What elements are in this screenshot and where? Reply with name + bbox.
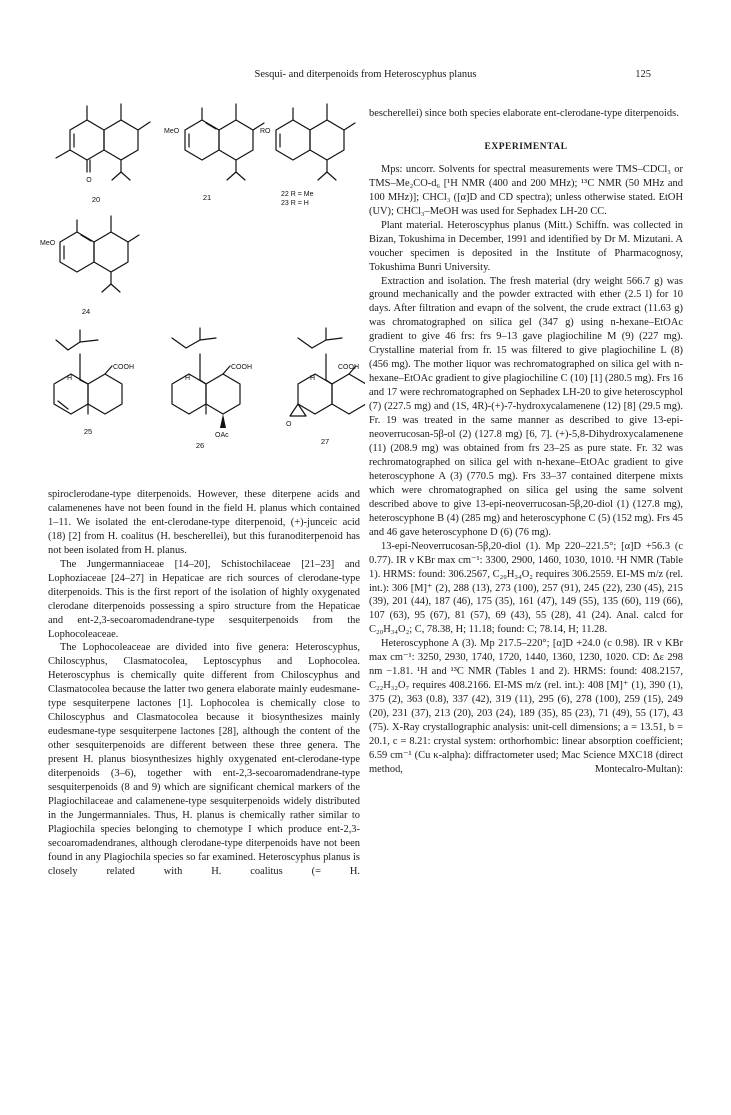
oac-label: OAc bbox=[215, 432, 229, 439]
structure-22-23 bbox=[260, 104, 355, 207]
structure-25 bbox=[54, 330, 134, 436]
right-intro: bescherellei) since both species elaborate ent-clerodane-type diterpenoids. bbox=[369, 108, 679, 119]
methoxy-label-24: MeO bbox=[40, 240, 56, 247]
oxo-label: O bbox=[86, 177, 92, 184]
left-paragraph: spiroclerodane-type diterpenoids. However, these diterpene acids and calamenenes have not been found in the field H. planus which contained 1–11. We isolated the ent-clerodane-type diterpenoid, (+)-junceic acid (18) [2] from H. coalitus (H. bescherellei), but this furanoditerpenoid has not been isolated from H. planus. bbox=[48, 489, 360, 556]
compound-label-25: 25 bbox=[83, 427, 93, 436]
epoxide-o-label: O bbox=[286, 421, 292, 428]
compound-label-24: 24 bbox=[81, 307, 91, 316]
chemical-structures bbox=[40, 92, 365, 464]
structure-24 bbox=[40, 216, 139, 316]
structures-figure bbox=[40, 92, 365, 464]
h-label-25: H bbox=[67, 375, 73, 382]
running-title: Sesqui- and diterpenoids from Heteroscyphus planus bbox=[254, 69, 477, 80]
page-number: 125 bbox=[635, 69, 651, 80]
section-heading: EXPERIMENTAL bbox=[484, 141, 568, 152]
structure-27 bbox=[286, 328, 365, 446]
ro-label: RO bbox=[260, 128, 271, 135]
right-paragraph: Heteroscyphone A (3). Mp 217.5–220°; [α]D +24.0 (c 0.98). IR ν KBr max cm⁻¹: 3250, 2930, 1740, 1720, 1440, 1360, 1230, 1020. CD: Δε 298 nm −1.81. ¹H and ¹³C NMR (Tables 1 and 2). HRMS: found: 408.2157, C₂₂H₃₂O₇ requires 408.2166. EI-MS m/z (rel. int.): 408 [M]⁺ (1), 390 (1), 375 (2), 363 (0.8), 337 (42), 319 (11), 295 (6), 278 (100), 259 (15), 249 (20), 231 (37), 213 (20), 203 (24), 189 (35), 85 (23), 71 (49), 55 (17), 43 (75). X-Ray crystallographic analysis: unit-cell dimensions; a = 13.51, b = 20.1, c = 8.21: crystal system: orthorhombic: linear absorption coefficient; 6.59 cm⁻¹ (Cu κ-alpha): diffractometer used; Mac Science MXC18 (direct method, Montecalro-Multan): bbox=[369, 638, 683, 775]
methoxy-label: MeO bbox=[164, 128, 180, 135]
cooh-label-25: COOH bbox=[113, 364, 134, 371]
left-column bbox=[48, 488, 360, 879]
h-label-27: H bbox=[310, 375, 316, 382]
structure-21 bbox=[164, 104, 264, 202]
structure-26 bbox=[172, 328, 252, 450]
right-column bbox=[369, 107, 683, 777]
compound-label-21: 21 bbox=[202, 193, 212, 202]
structure-20 bbox=[56, 104, 150, 204]
running-header bbox=[0, 69, 731, 85]
compound-label-26: 26 bbox=[195, 441, 205, 450]
left-paragraph: The Lophocoleaceae are divided into five genera: Heteroscyphus, Chiloscyphus, Clasmatocolea, Leptoscyphus and Lophocolea. Heteroscyphus is chemically quite different from Chiloscyphus and Clasmatocolea because the latter two genera elaborate mainly eudesmane-type sesquiterpene lactones [1]. Lophocolea is chemically close to Chiloscyphus and Clasmatocolea because it biosynthesizes mainly eudesmane-type sesquiterpene lactones [28], although the content of the other sesquiterpenoids are different between these three genera. The present H. planus biosynthesizes highly oxygenated ent-clerodane-type diterpenoids (3–6), together with ent-2,3-secoaromadendrane-type sesquiterpenoids (8 and 9) which are significant chemical markers of the Plagiochilaceae and calamenene-type sesquiterpenoids widely distributed in the Jungermanniales. Thus, H. planus is chemically rather similar to Plagiochila species belonging to chemotype I which produce ent-2,3-secoaromadendranes, although clerodane-type diterpenoids have not been found in any Plagiochila species so far examined. Heteroscyphus planus is closely related with H. coalitus (= H. bbox=[48, 642, 360, 877]
right-paragraph: Mps: uncorr. Solvents for spectral measurements were TMS–CDCl₃ or TMS–Me₂CO-d₆ [¹H NMR (400 and 200 MHz); ¹³C NMR (50 MHz and 100 MHz)]; CHCl₃ ([α]D and CD spectra); unless otherwise stated. EtOH (UV); CHCl₃–MeOH was used for Sephadex LH-20 CC. bbox=[369, 163, 683, 217]
compound-label-20: 20 bbox=[91, 195, 101, 204]
compound-label-23: 23 R = H bbox=[281, 200, 309, 207]
compound-label-27: 27 bbox=[320, 437, 330, 446]
right-paragraph: 13-epi-Neoverrucosan-5β,20-diol (1). Mp 220–221.5°; [α]D +56.3 (c 0.77). IR ν KBr max cm⁻¹: 3300, 2900, 1460, 1030, 1010. ¹H NMR (Table 1). HRMS: found: 306.2567, C₂₀H₃₄O₂ requires 306.2559. EI-MS m/z (rel. int.): 306 [M]⁺ (2), 288 (13), 273 (100), 257 (91), 245 (22), 230 (45), 215 (39), 201 (44), 187 (46), 175 (35), 161 (47), 149 (55), 135 (60), 119 (66), 107 (63), 95 (67), 81 (57), 69 (43), 55 (28), 41 (24). Anal. calcd for C₂₀H₃₄O₂; C, 78.38, H; 11.18; found: C; 78.14, H; 11.28. bbox=[369, 540, 683, 636]
right-paragraph: Extraction and isolation. The fresh material (dry weight 566.7 g) was ground mechanically and the powder extracted with ether (2.5 l) for 10 days. After filtration and evapn of the solvent, the crude extract (11.63 g) was chromatographed on silica gel (347 g) using n-hexane–EtOAc gradient to give 46 frs: frs 9–13 gave plagiochiline M (9) (227 mg). Crystalline material from fr. 15 was filtered to give plagiochiline L (8) (456 mg). The mother liquor was rechromatographed on silica gel with n-hexane–EtOAc gradient to give plagiochiline C (10) [1] (280.5 mg). Frs 16 and 17 were rechromatographed on Sephadex LH-20 to give heteroscyphol (7) (227.5 mg) and (1S, 4R)-(+)-7-hydroxycalamenene (12) [8] (29.5 mg). Fr. 19 was treated in the same manner as described to give 13-epi-neoverrucosan-5β-ol (2) (127.8 mg) [6, 7]. (+)-5,8-Dihydroxycalamenene (11) (208.9 mg) was obtained from frs 23–25 as pure state. Fr. 32 was rechromatographed on silica gel with n-hexane–EtOAc gradient to give heteroscyphone A (3) (770.5 mg). Frs 33–37 contained diterpene mixts which were chromatographed on silica gel using the same solvent described above to give 13-epi-neoverrucosan-5β,20-diol (1) (127.8 mg), heteroscyphone B (4) (285 mg) and heteroscyphone C (5) (152 mg). Frs 45 and 46 gave heteroscyphone D (6) (76 mg). bbox=[369, 275, 683, 538]
compound-label-22: 22 R = Me bbox=[281, 191, 314, 198]
cooh-label-26: COOH bbox=[231, 364, 252, 371]
h-label-26: H bbox=[185, 375, 191, 382]
cooh-label-27: COOH bbox=[338, 364, 359, 371]
right-paragraph: Plant material. Heteroscyphus planus (Mitt.) Schiffn. was collected in Bizan, Tokushima in December, 1991 and identified by Dr M. Mizutani. A voucher specimen is deposited in the Institute of Pharmacognosy, Tokushima Bunri University. bbox=[369, 219, 683, 273]
left-paragraph: The Jungermanniaceae [14–20], Schistochilaceae [21–23] and Lophoziaceae [24–27] in Hepaticae are rich sources of clerodane-type diterpenoids. This is the first report of the isolation of highly oxygenated clerodane diterpenoids possessing a spiro structure from the Hepaticae and ent-2,3-secoaromadendrane-type sesquiterpenoids from the Lophocoleaceae. bbox=[48, 558, 360, 640]
